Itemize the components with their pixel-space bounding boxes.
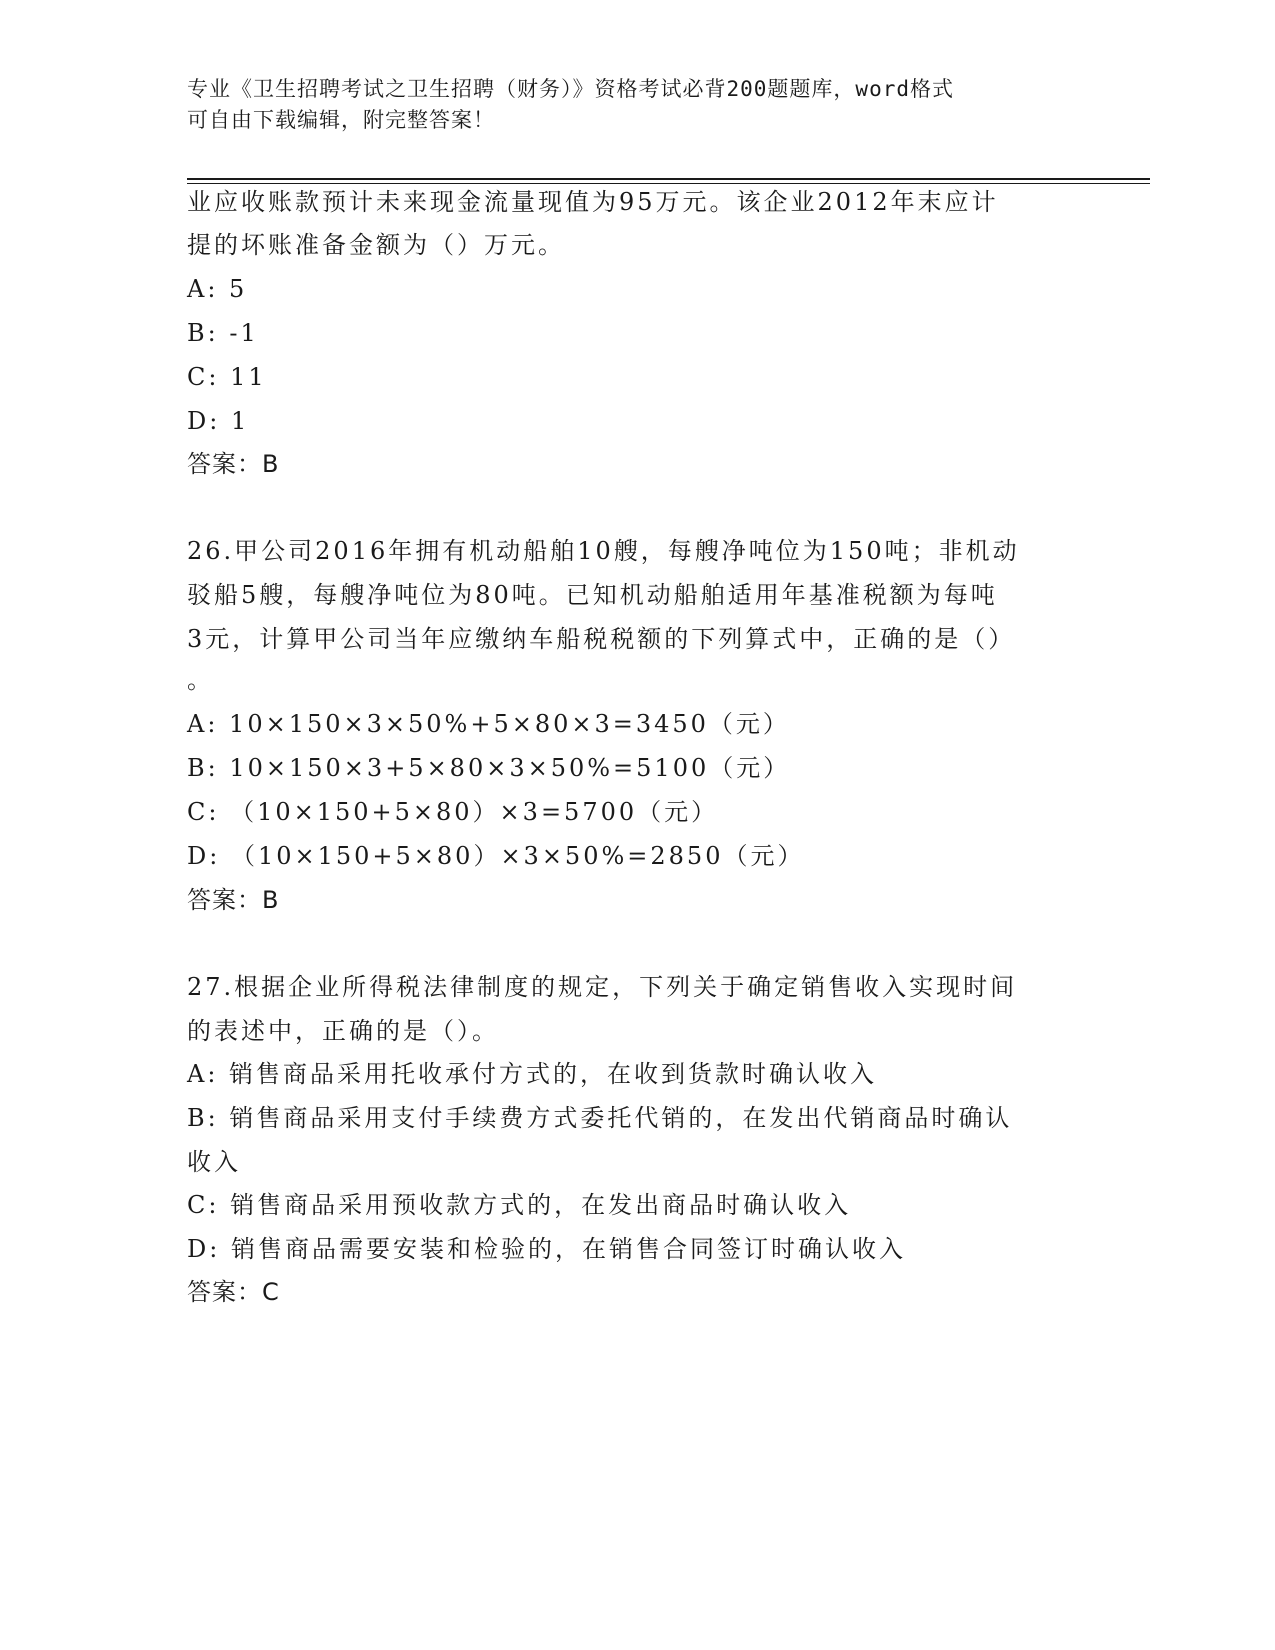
q25-option-a: A: 5 bbox=[187, 275, 248, 303]
q26-text-line-3: 3元，计算甲公司当年应缴纳车船税税额的下列算式中，正确的是（） bbox=[187, 625, 1016, 653]
header-title-line-2: 可自由下载编辑，附完整答案！ bbox=[187, 108, 495, 132]
header-divider-thick bbox=[187, 178, 1150, 180]
q25-text-line-2: 提的坏账准备金额为（）万元。 bbox=[187, 231, 565, 259]
q26-option-c: C: （10×150+5×80）×3=5700（元） bbox=[187, 798, 719, 826]
q25-answer: 答案：B bbox=[187, 450, 280, 478]
header-title-line-1: 专业《卫生招聘考试之卫生招聘（财务）》资格考试必背200题题库，word格式 bbox=[187, 77, 954, 101]
q26-option-d: D: （10×150+5×80）×3×50%=2850（元） bbox=[187, 842, 805, 870]
q27-answer: 答案：C bbox=[187, 1278, 280, 1306]
page-header bbox=[187, 74, 1067, 136]
q25-option-c: C: 11 bbox=[187, 363, 267, 391]
q25-text-line-1: 业应收账款预计未来现金流量现值为95万元。该企业2012年末应计 bbox=[187, 188, 999, 216]
q26-text-line-4: 。 bbox=[187, 666, 214, 694]
q25-option-b: B: -1 bbox=[187, 319, 259, 347]
q26-text-line-2: 驳船5艘，每艘净吨位为80吨。已知机动船舶适用年基准税额为每吨 bbox=[187, 581, 998, 609]
q27-text-line-2: 的表述中，正确的是（）。 bbox=[187, 1017, 499, 1045]
q27-option-a: A: 销售商品采用托收承付方式的，在收到货款时确认收入 bbox=[187, 1060, 878, 1088]
q26-text-line-1: 26.甲公司2016年拥有机动船舶10艘，每艘净吨位为150吨；非机动 bbox=[187, 537, 1020, 565]
q27-text-line-1: 27.根据企业所得税法律制度的规定，下列关于确定销售收入实现时间 bbox=[187, 973, 1018, 1001]
q27-option-b: B: 销售商品采用支付手续费方式委托代销的，在发出代销商品时确认 bbox=[187, 1104, 1013, 1132]
header-divider-thin bbox=[187, 183, 1150, 184]
q26-option-b: B: 10×150×3+5×80×3×50%=5100（元） bbox=[187, 754, 791, 782]
q25-option-d: D: 1 bbox=[187, 407, 250, 435]
q26-option-a: A: 10×150×3×50%+5×80×3=3450（元） bbox=[187, 710, 790, 738]
q27-option-d: D: 销售商品需要安装和检验的，在销售合同签订时确认收入 bbox=[187, 1235, 906, 1263]
q27-option-b-continued: 收入 bbox=[187, 1148, 241, 1176]
q26-answer: 答案：B bbox=[187, 886, 280, 914]
q27-option-c: C: 销售商品采用预收款方式的，在发出商品时确认收入 bbox=[187, 1191, 852, 1219]
